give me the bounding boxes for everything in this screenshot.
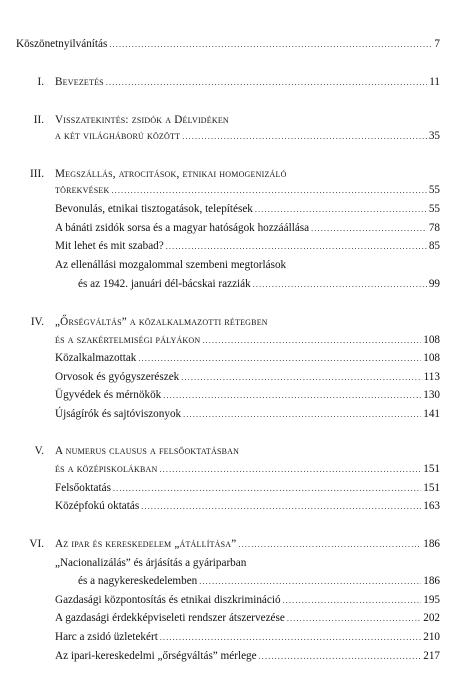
toc-subentry-label: Orvosok és gyógyszerészek bbox=[55, 371, 180, 383]
leader-dots bbox=[283, 593, 422, 609]
toc-entry-chapter-4 bbox=[55, 332, 440, 348]
leader-dots bbox=[287, 611, 421, 627]
leader-dots bbox=[163, 388, 421, 404]
toc-entry-label: Köszönetnyilvánítás bbox=[16, 38, 108, 50]
toc-entry-page: 186 bbox=[423, 575, 440, 587]
toc-subentry bbox=[55, 480, 440, 496]
toc-subentry-label: A gazdasági érdekképviseleti rendszer átszervezése bbox=[55, 612, 285, 624]
toc-entry-page: 108 bbox=[423, 334, 440, 346]
toc-entry-page: 55 bbox=[428, 184, 440, 196]
toc-subentry-label: Az ellenállási mozgalommal szembeni megtorlások bbox=[55, 259, 287, 271]
toc-entry-chapter-6 bbox=[55, 536, 440, 552]
chapter-title: Bevezetés bbox=[55, 76, 104, 88]
leader-dots bbox=[109, 37, 432, 53]
toc-entry-page: 108 bbox=[423, 352, 440, 364]
toc-entry-page: 186 bbox=[423, 538, 440, 550]
chapter-title-cont: és a középiskolákban bbox=[55, 463, 158, 475]
leader-dots bbox=[202, 333, 421, 349]
toc-subentry-label: Mit lehet és mit szabad? bbox=[55, 240, 164, 252]
toc-subentry-label: Harc a zsidó üzletekért bbox=[55, 631, 158, 643]
toc-subentry-label: Gazdasági központosítás és etnikai diszkrimináció bbox=[55, 594, 281, 606]
toc-entry-page: 217 bbox=[423, 650, 440, 662]
chapter-title: Visszatekintés: zsidók a Délvidéken bbox=[55, 114, 229, 126]
toc-entry-page: 11 bbox=[429, 76, 440, 88]
toc-subentry bbox=[55, 350, 440, 366]
leader-dots bbox=[183, 407, 421, 423]
leader-dots bbox=[166, 239, 427, 255]
toc-subentry-label: Bevonulás, etnikai tisztogatások, telepítések bbox=[55, 203, 253, 215]
toc-subentry-label: Középfokú oktatás bbox=[55, 500, 140, 512]
toc-entry-page: 151 bbox=[423, 482, 440, 494]
chapter-number: II. bbox=[33, 114, 44, 126]
toc-entry-page: 85 bbox=[428, 240, 440, 252]
toc-entry-page: 78 bbox=[428, 222, 440, 234]
toc-subentry bbox=[55, 238, 440, 254]
toc-subentry-label: Az ipari-kereskedelmi „őrségváltás” mérlege bbox=[55, 650, 257, 662]
leader-dots bbox=[253, 277, 427, 293]
toc-entry-chapter-5 bbox=[55, 461, 440, 477]
leader-dots bbox=[160, 630, 421, 646]
toc-subentry bbox=[55, 220, 440, 236]
chapter-number: VI. bbox=[29, 538, 44, 550]
toc-subentry bbox=[55, 498, 440, 514]
leader-dots bbox=[255, 202, 427, 218]
toc-subentry-label-cont: és az 1942. januári dél-bácskai razziák bbox=[78, 278, 251, 290]
toc-entry-foreword bbox=[16, 36, 440, 52]
toc-subentry-label-cont: és a nagykereskedelemben bbox=[78, 575, 198, 587]
toc-subentry bbox=[55, 610, 440, 626]
leader-dots bbox=[111, 183, 426, 199]
toc-subentry-label: „Nacionalizálás” és árjásítás a gyáriparban bbox=[55, 557, 247, 569]
toc-entry-page: 141 bbox=[423, 408, 440, 420]
toc-subentry bbox=[55, 629, 440, 645]
toc-entry-page: 210 bbox=[423, 631, 440, 643]
leader-dots bbox=[311, 221, 427, 237]
toc-subentry bbox=[55, 201, 440, 217]
chapter-title: „Őrségváltás” a közalkalmazotti rétegben bbox=[55, 316, 268, 328]
toc-subentry bbox=[55, 406, 440, 422]
toc-entry-chapter-2 bbox=[55, 128, 440, 144]
toc-entry-page: 202 bbox=[423, 612, 440, 624]
toc-subentry bbox=[55, 592, 440, 608]
toc-subentry bbox=[55, 369, 440, 385]
toc-entry-page: 7 bbox=[434, 38, 440, 50]
toc-subentry-label: A bánáti zsidók sorsa és a magyar hatóságok hozzáállása bbox=[55, 222, 310, 234]
leader-dots bbox=[181, 370, 421, 386]
toc-entry-chapter-1 bbox=[55, 74, 440, 90]
toc-subentry bbox=[55, 387, 440, 403]
chapter-number: I. bbox=[37, 76, 44, 88]
leader-dots bbox=[138, 351, 421, 367]
toc-subentry-label: Felsőoktatás bbox=[55, 482, 111, 494]
chapter-title-cont: a két világháború között bbox=[55, 130, 181, 142]
chapter-title: A numerus clausus a felsőoktatásban bbox=[55, 445, 240, 457]
toc-entry-page: 99 bbox=[428, 278, 440, 290]
toc-entry-page: 163 bbox=[423, 500, 440, 512]
chapter-title: Az ipar és kereskedelem „átállítása” bbox=[55, 538, 237, 550]
toc-subentry-label: Újságírók és sajtóviszonyok bbox=[55, 408, 182, 420]
toc-entry-page: 35 bbox=[428, 130, 440, 142]
chapter-title: Megszállás, atrocitások, etnikai homogenizáló bbox=[55, 168, 287, 180]
toc-entry-page: 195 bbox=[423, 594, 440, 606]
toc-entry-page: 113 bbox=[423, 371, 440, 383]
chapter-number: III. bbox=[30, 168, 44, 180]
toc-subentry-label: Közalkalmazottak bbox=[55, 352, 137, 364]
leader-dots bbox=[182, 129, 427, 145]
toc-subentry-label: Ügyvédek és mérnökök bbox=[55, 389, 162, 401]
leader-dots bbox=[199, 574, 421, 590]
toc-entry-page: 130 bbox=[423, 389, 440, 401]
toc-subentry bbox=[78, 573, 440, 589]
leader-dots bbox=[238, 537, 421, 553]
toc-entry-page: 55 bbox=[428, 203, 440, 215]
chapter-number: IV. bbox=[30, 316, 44, 328]
chapter-title-cont: és a szakértelmiségi pályákon bbox=[55, 334, 201, 346]
leader-dots bbox=[106, 75, 427, 91]
toc-subentry bbox=[78, 276, 440, 292]
leader-dots bbox=[113, 481, 421, 497]
toc-subentry bbox=[55, 648, 440, 664]
toc-entry-page: 151 bbox=[423, 463, 440, 475]
leader-dots bbox=[141, 499, 421, 515]
leader-dots bbox=[159, 462, 421, 478]
leader-dots bbox=[259, 649, 422, 665]
chapter-number: V. bbox=[34, 445, 44, 457]
toc-entry-chapter-3 bbox=[55, 182, 440, 198]
chapter-title-cont: törekvések bbox=[55, 184, 110, 196]
